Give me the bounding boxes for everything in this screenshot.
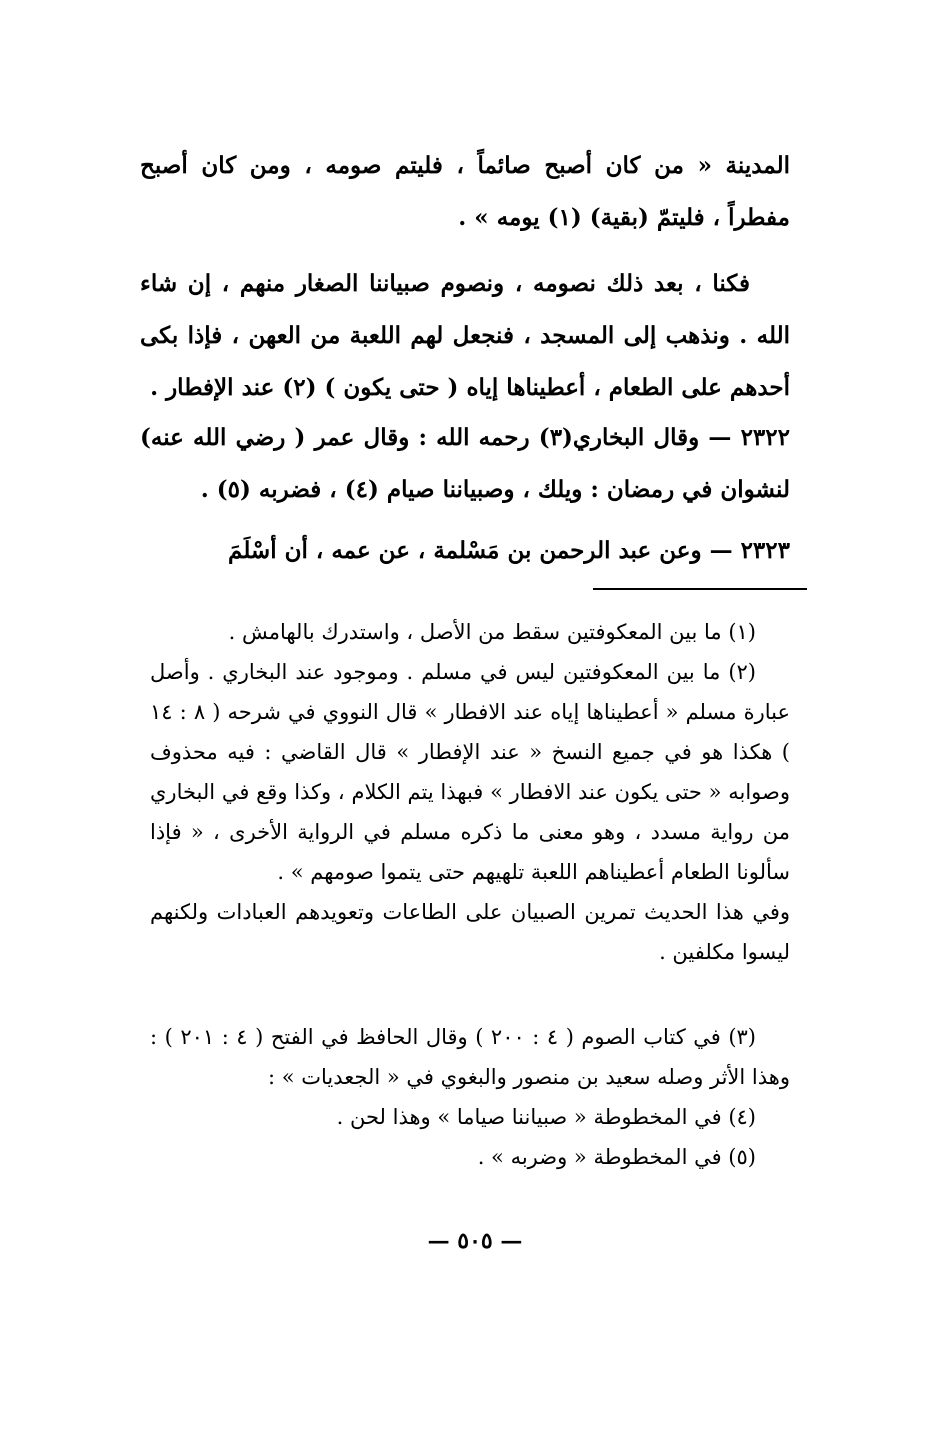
- footnote-4: (٤) في المخطوطة « صبياننا صياما » وهذا لحن .: [336, 1105, 756, 1129]
- footnotes: [150, 612, 790, 972]
- footnote-separator: [593, 588, 807, 590]
- hadith-2323: ٢٣٢٣ — وعن عبد الرحمن بن مَسْلمة ، عن عمه ، أن أسْلَمَ: [228, 537, 790, 564]
- footnote-1: (١) ما بين المعكوفتين سقط من الأصل ، واستدرك بالهامش .: [228, 620, 756, 644]
- hadith-2322: ٢٣٢٢ — وقال البخاري(٣) رحمه الله : وقال عمر ( رضي الله عنه) لنشوان في رمضان : ويلك ، وصبياننا صيام (٤) ، فضربه (٥) .: [140, 424, 790, 503]
- footnote-2: (٢) ما بين المعكوفتين ليس في مسلم . وموجود عند البخاري . وأصل عبارة مسلم « أعطيناها إياه عند الافطار » قال النووي في شرحه ( ٨ : ١٤ ) هكذا هو في جميع النسخ « عند الإفطار » قال القاضي : فيه محذوف وصوابه « حتى يكون عند الافطار » فبهذا يتم الكلام ، وكذا وقع في البخاري من رواية مسدد ، وهو معنى ما ذكره مسلم في الرواية الأخرى ، « فإذا سألونا الطعام أعطيناهم اللعبة تلهيهم حتى يتموا صومهم » .: [150, 660, 790, 884]
- footnotes-lower: [150, 1017, 790, 1177]
- footnote-3: (٣) في كتاب الصوم ( ٤ : ٢٠٠ ) وقال الحافظ في الفتح ( ٤ : ٢٠١ ) : وهذا الأثر وصله سعيد بن منصور والبغوي في « الجعديات » :: [150, 1025, 790, 1089]
- main-text-2: [140, 258, 790, 414]
- main-text-4: [140, 525, 790, 577]
- main-text: [140, 140, 790, 244]
- page-number: — ٥٠٥ —: [427, 1228, 523, 1254]
- footnote-2-continued: وفي هذا الحديث تمرين الصبيان على الطاعات وتعويدهم العبادات ولكنهم ليسوا مكلفين .: [150, 900, 790, 964]
- paragraph-2: فكنا ، بعد ذلك نصومه ، ونصوم صبياننا الصغار منهم ، إن شاء الله . ونذهب إلى المسجد ، فنجعل لهم اللعبة من العهن ، فإذا بكى أحدهم على الطعام ، أعطيناها إياه ( حتى يكون ) (٢) عند الإفطار .: [140, 270, 790, 401]
- footnote-5: (٥) في المخطوطة « وضربه » .: [477, 1145, 756, 1169]
- main-text-3: [140, 412, 790, 516]
- paragraph-1: المدينة « من كان أصبح صائماً ، فليتم صومه ، ومن كان أصبح مفطراً ، فليتمّ (بقية) (١) يومه » .: [140, 152, 790, 231]
